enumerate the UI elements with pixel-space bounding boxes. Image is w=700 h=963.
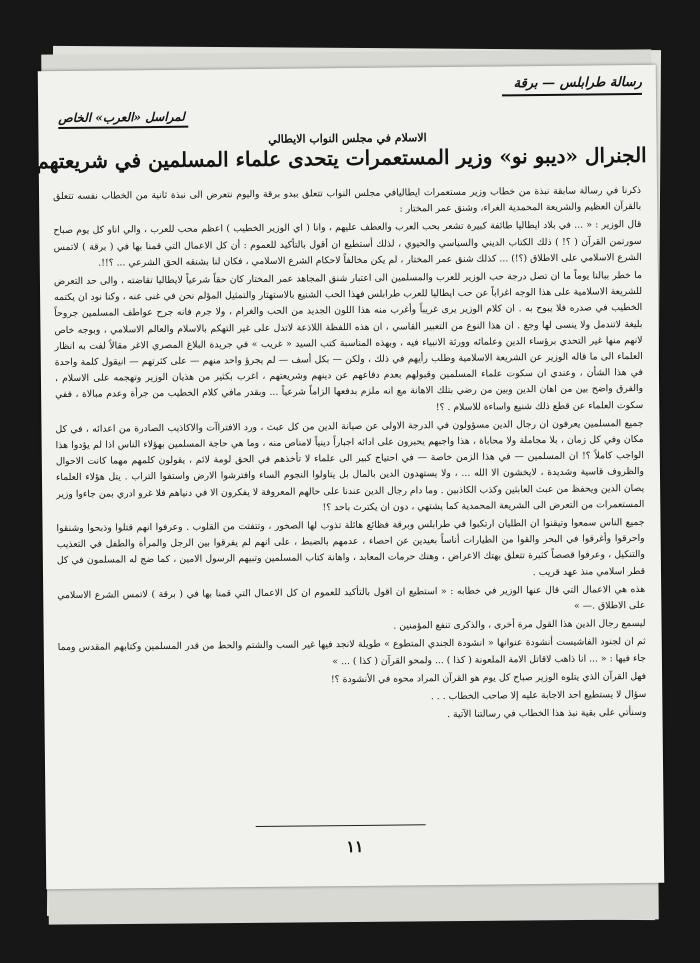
document-page xyxy=(38,65,665,889)
article-subtitle: الاسلام في مجلس النواب الايطالي xyxy=(268,131,427,146)
paragraph: ليسمع رجال الدين هذا القول مرة أخرى ، والذكرى تنفع المؤمنين . xyxy=(393,618,646,632)
header-correspondent-label: لمراسل «العرب» الخاص xyxy=(58,109,185,126)
article-title: الجنرال «ديبو نو» وزير المستعمرات يتحدى علماء المسلمين في شريعتهم xyxy=(36,142,647,174)
paragraph: ثم ان لجنود الفاشيست أنشودة عنوانها « انشودة الجندي المتطوع » طويلة لانجد فيها غير السب والشتم والحط من قدر المسلمين وكتابهم المقدس ومما جاء فيها : « ... انا ذاهب لاقاتل الامة الملعونة ( كذا ) ... ولمحو القرآن ( كذا ) ... » xyxy=(57,636,646,667)
paragraph: هذه هي الاعمال التي قال عنها الوزير في خطابه : « استطيع ان اقول بالتأكيد للعموم ان كل الاعمال التي قمنا بها في ( برقة ) لاتمس الشرع الاسلامي على الاطلاق .— » xyxy=(57,583,646,612)
footer-rule xyxy=(256,824,426,827)
article-body xyxy=(53,183,647,730)
paragraph: فهل القرآن الذي يتلوه الوزير صباح كل يوم هو القرآن المراد محوه في الأنشودة ؟! xyxy=(330,670,647,686)
header-left-rule xyxy=(58,126,188,129)
header-rule xyxy=(502,93,642,96)
paragraph: وسنأتي على بقية نبذ هذا الخطاب في رسالتنا الآتية . xyxy=(447,707,647,721)
paragraph: ما خطر ببالنا يوماً ما ان تصل درجة حب الوزير للعرب والمسلمين الى اعتبار شنق المجاهد عمر المختار كان حقاً شرعياً لايطاليا تقاضته ، والى حد التعرض للشريعة الاسلامية على هذا الوجه اغراباً عن حب ايطاليا للعرب طرابلس فهذا الحب الشنيع بالاستهتار والتمثيل المؤلم نحن في غنى عنه ، وكنا نود ان يكتمه الخطيب في صدره فلا يبوح به . ان كلام الوزير يرى غريباً وأغرب منه هذا اللون الجديد من الحب والغرام ، ولا جرم فانه جرح عواطف المسلمين جروحاً بليغة لاتندمل ولا ينسى لها وجع . ان هذا النوع من التعبير القاسي ، ان هذه اللفظة اللاذعة لاتدل على غير التهكم بالاسلام والعالم الاسلامي ، وبوجه خاص لانهم منها غير التحدي برؤساء الدين وعلمائه وورثة الانبياء فيه ، وبهذه المناسبة كتب السيد « غريب » في جريدة البلاغ المصري الاغر مقالاً لفت به انظار العلماء الى ما قاله الوزير عن الشريعة الاسلامية وطلب رأيهم في ذلك ، ولكن — بكل أسف — لم يجرؤ واحد منهم — على كثرتهم — انيقول كلمة واحدة في هذا الشأن ، وعندي ان سكوت علماء المسلمين وقبولهم بعدم دفاعهم عن دينهم وشريعتهم ، اغرب بكثير من هذيان الوزير وتهجمه على الاسلام ، والفرق واضح بين من اهان الدين وبين من رضي بتلك الاهانة مع انه ملزم بدفعها الزاماً شرعياً ... وبقدر مافي كلام الخطيب من جرأة وعدم مبالاة ، ففي سكوت العلماء عن قطع ذلك شنيع واساءة للاسلام . ؟! xyxy=(53,269,644,413)
paragraph: قال الوزير : « ... في بلاد ايطاليا طائفة كبيرة تشعر بحب العرب والعطف عليهم ، وانا ( اي الوزير الخطيب ) اعظم محب للعرب ، والي اناو كل يوم صباح سورتمن القرآن ( ؟! ) ذلك الكتاب الديني والسياسي والحيوي ، لذلك أستطيع ان أقول بالتأكيد للعموم : أن كل الاعمال التي قمنا بها في ( برقة ) لاتمس الشرع الاسلامي على الاطلاق (؟!) ... كذلك شنق عمر المختار ، لم يكن مخالفاً لاحكام الشرع الاسلامي ، فكان لنا بشنقه الحق الشرعي ... ؟!!. xyxy=(53,219,642,269)
paragraph: جميع الناس سمعوا وتيقنوا ان الطليان ارتكبوا في طرابلس وبرقة فظائع هائلة تذوب لها الصخور ، وتتفتت من القلوب . وعرفوا انهم قتلوا وذبحوا وشنقوا واحرقوا وأغرقوا في البحر والقوا من الطيارات أناساً بعيدين عن احصاء ، عدمهم بالضبط ، على انهم لم يفرقوا بين الرجل والمرأة والطفل في التعذيب والتنكيل ، وعرفوا قصصاً كثيرة تتعلق بهتك الاعراض ، وهتك حرمات المعابد ، واهانة كتاب المسلمين وتبيهم الرسول الامين ، كما ضج له المسلمون في كل قطر اسلامي منذ عهد قريب . xyxy=(56,516,646,578)
paragraph: جميع المسلمين يعرفون ان رجال الدين مسؤولون في الدرجة الاولى عن صيانة الدين من كل عبث ، ورد الافتراآت والاكاذيب الصادرة من اعدائه ، في كل مكان وفي كل زمان ، بلا مجاملة ولا محاباة ، هذا واجبهم يحبرون على ادائه اجباراً دينياً لامناص منه ، وما هي حاجة المسلمين بهؤلاء الناس اذا لم يؤدوا هذا الواجب كاملاً ؟! ان المسلمين — في هذا الزمن خاصة — في احتياج كبير الى علماء لا تأخذهم في الحق لومة لائم ، يقولون كلمهم مهما كانت الاحوال والظروف قاسية وشديدة ، لايخشون الا الله ... ، ولا يستهدون الدين بالمال بل يتاولوا النجوم الساء وافترشوا الارض واستفوا التراب . يتل هؤلاء العلماء يصان الدين ويحفظ من عبث العابثين وكذب الكاذبين . وما دام رجال الدين عندنا على حالهم المعروفة لا يفكرون الا في دنياهم فلا غرو ادري بمن جاءوا وزير المستعمرات من التعرض الى الشريعة المحمدية كما يشتهي ، دون ان يكترث باحد ؟! xyxy=(55,417,645,514)
paragraph: سؤال لا يستطيع احد الاجابة عليه إلا صاحب الخطاب . . . xyxy=(430,689,647,703)
paragraph: ذكرنا في رسالة سابقة نبذة من خطاب وزير مستعمرات ايطاليافي مجلس النواب تتعلق ببدو برقة واليوم نتعرض الى نبذة ثانية من الخطاب نفسه تتعلق بالقرآن العظيم والشريعة المحمدية الغراء، وشنق عمر المختار : xyxy=(52,184,642,215)
header-series-label: رسالة طرابلس — برقة xyxy=(513,74,642,92)
page-header xyxy=(52,73,643,131)
page-number: ١١ xyxy=(346,836,364,857)
